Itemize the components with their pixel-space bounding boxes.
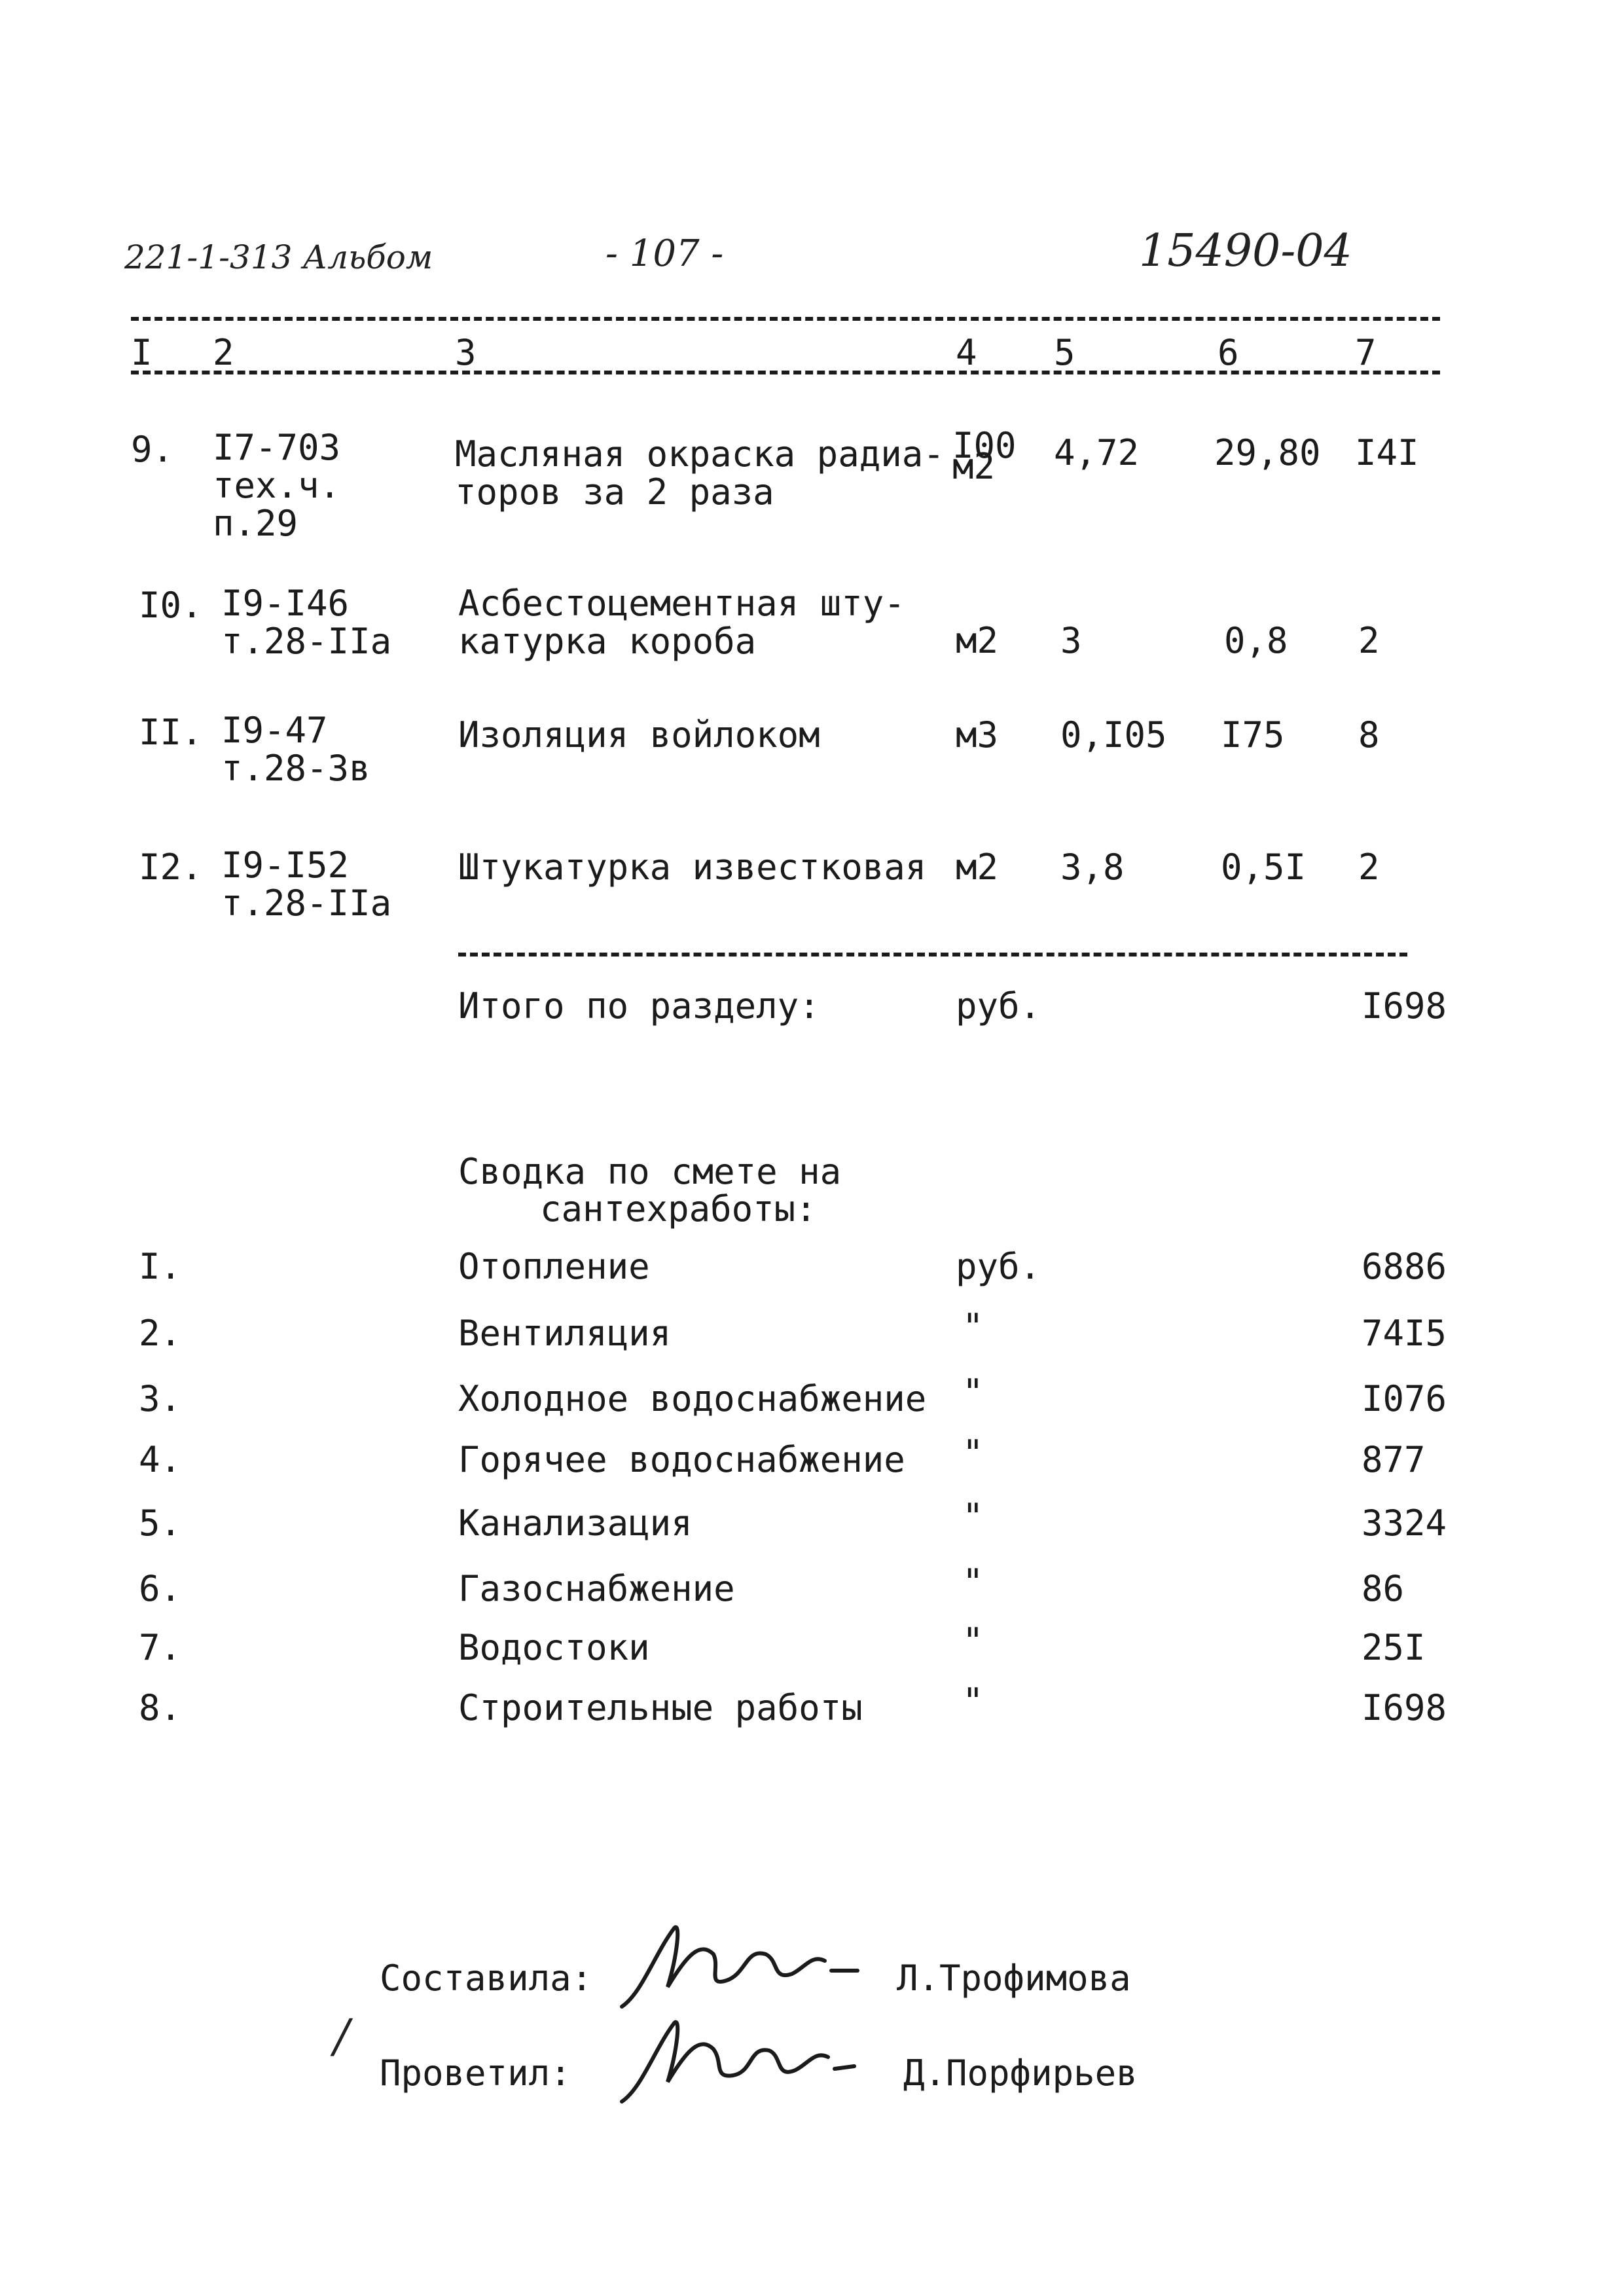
column-header-3: 3 [455, 332, 477, 373]
summary-item-name: Водостоки [458, 1627, 650, 1668]
column-header-4: 4 [956, 332, 977, 373]
summary-item-number: 7. [139, 1627, 182, 1668]
row-quantity: 3,8 [1060, 847, 1125, 888]
row-price: 29,80 [1214, 432, 1321, 473]
column-header-2: 2 [213, 332, 234, 373]
row-total: I4I [1355, 432, 1419, 473]
row-number: 9. [131, 429, 174, 470]
row-unit: I00 м2 [952, 425, 1017, 487]
row-code: I9-47 т.28-3в [221, 710, 370, 789]
summary-item-unit: " [962, 1306, 984, 1347]
summary-item-value: I698 [1362, 1687, 1447, 1728]
row-quantity: 4,72 [1054, 432, 1140, 473]
summary-item-value: 3324 [1362, 1503, 1447, 1544]
row-name: Штукатурка известковая [458, 847, 927, 888]
header-rule-bottom [131, 371, 1440, 374]
row-price: I75 [1221, 714, 1285, 756]
total-rule [458, 953, 1407, 957]
summary-item-number: I. [139, 1246, 182, 1287]
row-code: I9-I46 т.28-IIа [221, 583, 392, 662]
summary-item-name: Канализация [458, 1503, 693, 1544]
summary-item-number: 4. [139, 1439, 182, 1480]
summary-item-number: 5. [139, 1503, 182, 1544]
row-unit: м2 [956, 847, 999, 888]
row-price: 0,5I [1221, 847, 1307, 888]
row-number: I0. [139, 585, 203, 626]
summary-item-unit: руб. [956, 1246, 1041, 1287]
column-header-7: 7 [1355, 332, 1377, 373]
checked-signature [615, 2010, 864, 2108]
summary-item-name: Газоснабжение [458, 1568, 735, 1609]
summary-item-unit: " [962, 1372, 984, 1413]
column-header-5: 5 [1054, 332, 1075, 373]
summary-item-number: 8. [139, 1687, 182, 1728]
summary-item-value: 877 [1362, 1439, 1426, 1480]
row-quantity: 3 [1060, 620, 1082, 661]
compiled-by-label: Составила: [380, 1958, 593, 1999]
compiled-signature [615, 1915, 864, 2013]
header-rule-top [131, 317, 1440, 321]
row-number: II. [139, 712, 203, 753]
summary-item-value: 86 [1362, 1568, 1405, 1609]
row-code: I7-703 тех.ч. п.29 [213, 427, 341, 544]
row-name: Масляная окраска радиа- торов за 2 раза [455, 433, 945, 513]
summary-item-name: Вентиляция [458, 1313, 672, 1354]
column-header-6: 6 [1218, 332, 1239, 373]
section-total-value: I698 [1362, 985, 1447, 1027]
summary-item-name: Отопление [458, 1246, 650, 1287]
summary-item-name: Строительные работы [458, 1687, 863, 1728]
row-name: Изоляция войлоком [458, 714, 820, 756]
summary-title-line-1: Сводка по смете на [458, 1151, 842, 1192]
summary-item-value: 6886 [1362, 1246, 1447, 1287]
row-unit: м3 [956, 714, 999, 756]
row-total: 8 [1358, 714, 1380, 756]
summary-item-unit: " [962, 1432, 984, 1474]
summary-item-value: I076 [1362, 1378, 1447, 1419]
row-name: Асбестоцементная шту- катурка короба [458, 583, 905, 662]
row-total: 2 [1358, 620, 1380, 661]
row-total: 2 [1358, 847, 1380, 888]
document-number: 15490-04 [1139, 225, 1352, 277]
checked-by-label: Проветил: [380, 2052, 571, 2094]
summary-item-number: 6. [139, 1568, 182, 1609]
summary-item-name: Горячее водоснабжение [458, 1439, 905, 1480]
section-total-unit: руб. [956, 985, 1041, 1027]
checked-by-name: Д.Порфирьев [903, 2052, 1138, 2094]
compiled-by-name: Л.Трофимова [897, 1958, 1131, 1999]
row-code: I9-I52 т.28-IIа [221, 845, 392, 924]
summary-item-value: 25I [1362, 1627, 1426, 1668]
summary-title-line-2: сантехработы: [540, 1188, 817, 1230]
row-price: 0,8 [1224, 620, 1288, 661]
page-number: - 107 - [605, 232, 724, 275]
summary-item-number: 3. [139, 1378, 182, 1419]
row-quantity: 0,I05 [1060, 714, 1167, 756]
column-header-1: I [131, 332, 153, 373]
check-mark: / [334, 2009, 350, 2063]
row-unit: м2 [956, 620, 999, 661]
summary-item-unit: " [962, 1681, 984, 1722]
summary-item-unit: " [962, 1561, 984, 1603]
album-stamp: 221-1-313 Альбом [124, 238, 433, 276]
section-total-label: Итого по разделу: [458, 985, 820, 1027]
row-number: I2. [139, 847, 203, 888]
summary-item-value: 74I5 [1362, 1313, 1447, 1354]
summary-item-name: Холодное водоснабжение [458, 1378, 927, 1419]
summary-item-number: 2. [139, 1313, 182, 1354]
summary-item-unit: " [962, 1496, 984, 1537]
summary-item-unit: " [962, 1620, 984, 1662]
